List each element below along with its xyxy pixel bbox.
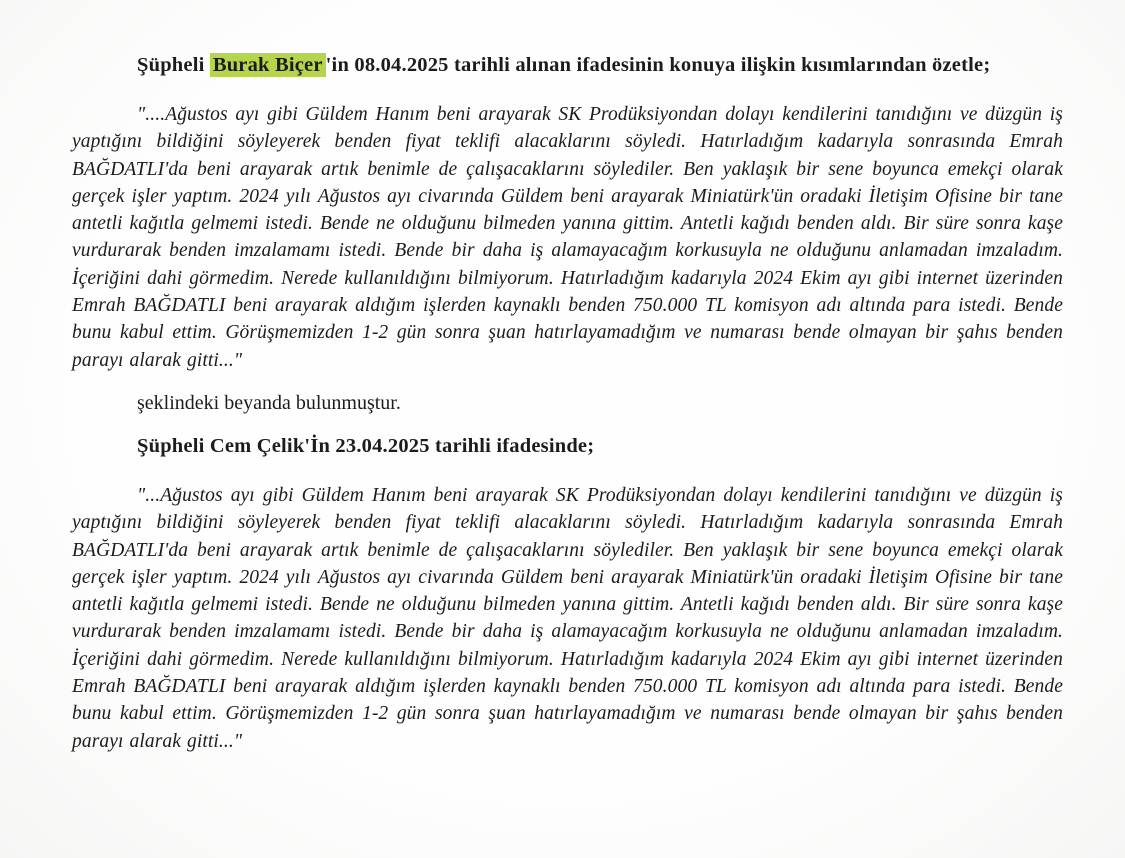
statement-heading-burak-bicer — [137, 52, 1063, 79]
statement-quote-burak-bicer: "....Ağustos ayı gibi Güldem Hanım beni arayarak SK Prodüksiyondan dolayı kendilerini tanıdığını ve düzgün iş yaptığını bildiğini söyleyerek benden fiyat teklifi alacaklarını söyledi. Hatırladığım kadarıyla sonrasında Emrah BAĞDATLI'da beni arayarak artık benimle de çalışacaklarını söylediler. Ben yaklaşık bir sene boyunca emekçi olarak gerçek işler yaptım. 2024 yılı Ağustos ayı civarında Güldem beni arayarak Miniatürk'ün oradaki İletişim Ofisine bir tane antetli kağıtla gelmemi istedi. Bende ne olduğunu bilmeden yanına gittim. Antetli kağıdı benden aldı. Bir süre sonra kaşe vurdurarak benden imzalamamı istedi. Bende bir daha iş alamayacağım korkusuyla ne olduğunu anlamadan imzaladım. İçeriğini dahi görmedim. Nerede kullanıldığını bilmiyorum. Hatırladığım kadarıyla 2024 Ekim ayı gibi internet üzerinden Emrah BAĞDATLI beni arayarak aldığım işlerden kaynaklı benden 750.000 TL komisyon adı altında para istedi. Bende bunu kabul ettim. Görüşmemizden 1-2 gün sonra şuan hatırlayamadığım ve numarası bende olmayan bir şahıs benden parayı alarak gitti..." — [72, 104, 1063, 371]
suspect-label: Şüpheli — [137, 54, 210, 76]
closing-line: şeklindeki beyanda bulunmuştur. — [137, 391, 401, 414]
statement-heading-cem-celik: Şüpheli Cem Çelik'İn 23.04.2025 tarihli ifadesinde; — [137, 434, 595, 457]
statement-quote-cem-celik: "...Ağustos ayı gibi Güldem Hanım beni arayarak SK Prodüksiyondan dolayı kendilerini tanıdığını ve düzgün iş yaptığını bildiğini söyleyerek benden fiyat teklifi alacaklarını söyledi. Hatırladığım kadarıyla sonrasında Emrah BAĞDATLI'da beni arayarak artık benimle de çalışacaklarını söylediler. Ben yaklaşık bir sene boyunca emekçi olarak gerçek işler yaptım. 2024 yılı Ağustos ayı civarında Güldem beni arayarak Miniatürk'ün oradaki İletişim Ofisine bir tane antetli kağıtla gelmemi istedi. Bende ne olduğunu bilmeden yanına gittim. Antetli kağıdı benden aldı. Bir süre sonra kaşe vurdurarak benden imzalamamı istedi. Bende bir daha iş alamayacağım korkusuyla ne olduğunu anlamadan imzaladım. İçeriğini dahi görmedim. Nerede kullanıldığını bilmiyorum. Hatırladığım kadarıyla 2024 Ekim ayı gibi internet üzerinden Emrah BAĞDATLI beni arayarak aldığım işlerden kaynaklı benden 750.000 TL komisyon adı altında para istedi. Bende bunu kabul ettim. Görüşmemizden 1-2 gün sonra şuan hatırlayamadığım ve numarası bende olmayan bir şahıs benden parayı alarak gitti..." — [72, 484, 1063, 752]
highlighted-suspect-name: Burak Biçer — [210, 53, 326, 77]
statement-heading-rest: 'in 08.04.2025 tarihli alınan ifadesinin konuya ilişkin kısımlarından özetle; — [325, 54, 991, 76]
